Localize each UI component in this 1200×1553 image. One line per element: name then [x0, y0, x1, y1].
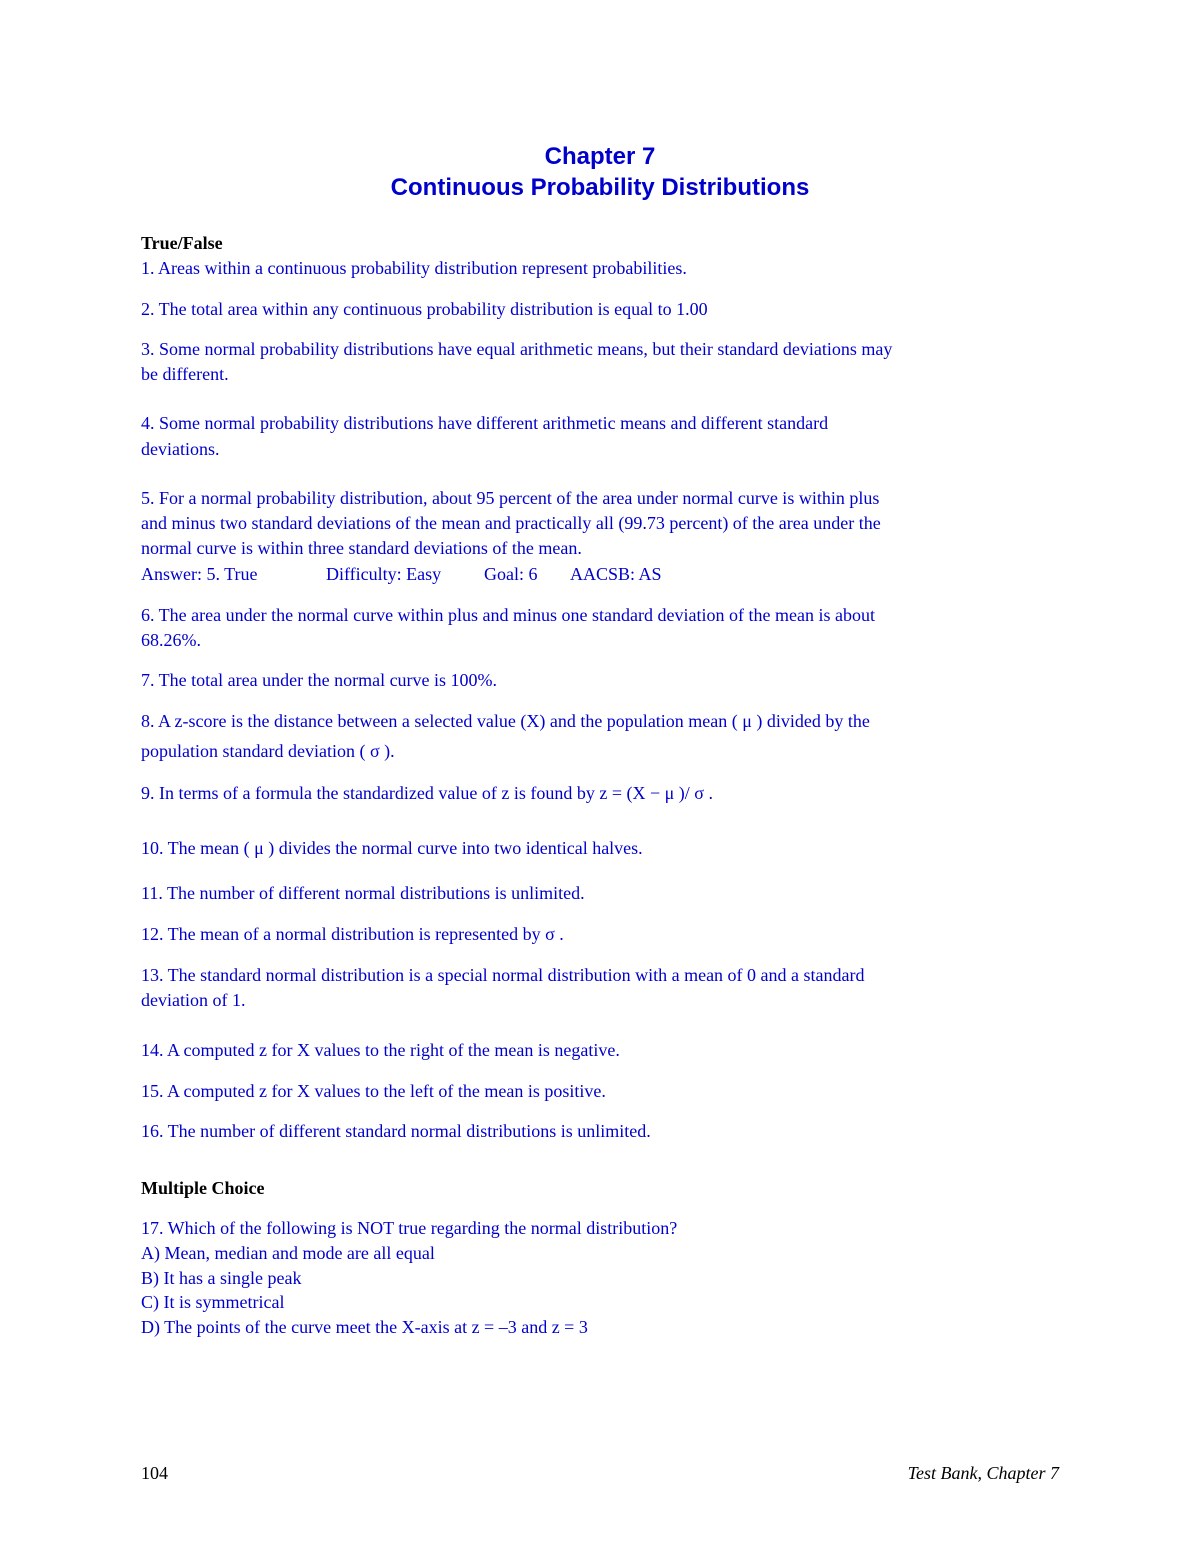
difficulty-value: Difficulty: Easy	[326, 564, 442, 584]
question-2: 2. The total area within any continuous probability distribution is equal to 1.00	[141, 299, 708, 319]
question-12: 12. The mean of a normal distribution is represented by σ .	[141, 924, 564, 944]
chapter-title: Chapter 7	[544, 143, 656, 170]
goal-value: Goal: 6	[484, 564, 538, 584]
question-11: 11. The number of different normal distributions is unlimited.	[141, 883, 585, 903]
question-9: 9. In terms of a formula the standardized value of z is found by z = (X − μ )/ σ .	[141, 783, 713, 803]
question-5-line-1: 5. For a normal probability distribution, about 95 percent of the area under normal curve is within plus	[141, 488, 880, 508]
question-1: 1. Areas within a continuous probability distribution represent probabilities.	[141, 258, 687, 278]
section-heading-true-false: True/False	[141, 233, 223, 253]
question-10: 10. The mean ( μ ) divides the normal curve into two identical halves.	[141, 838, 643, 858]
question-5-line-3: normal curve is within three standard deviations of the mean.	[141, 538, 582, 558]
option-a: A) Mean, median and mode are all equal	[141, 1243, 435, 1263]
answer-value: Answer: 5. True	[141, 564, 258, 584]
question-5-line-2: and minus two standard deviations of the mean and practically all (99.73 percent) of the area under the	[141, 513, 881, 533]
question-8-line-2: population standard deviation ( σ ).	[141, 741, 395, 761]
option-c: C) It is symmetrical	[141, 1292, 285, 1312]
question-6-line-2: 68.26%.	[141, 630, 201, 650]
question-13-line-2: deviation of 1.	[141, 990, 246, 1010]
question-17: 17. Which of the following is NOT true regarding the normal distribution?	[141, 1218, 678, 1238]
question-8-line-1: 8. A z-score is the distance between a selected value (X) and the population mean ( μ ) divided by the	[141, 711, 870, 731]
question-15: 15. A computed z for X values to the left of the mean is positive.	[141, 1081, 606, 1101]
question-4-line-2: deviations.	[141, 439, 220, 459]
aacsb-value: AACSB: AS	[570, 564, 662, 584]
option-b: B) It has a single peak	[141, 1268, 302, 1288]
section-heading-multiple-choice: Multiple Choice	[141, 1178, 265, 1198]
question-6-line-1: 6. The area under the normal curve within plus and minus one standard deviation of the mean is about	[141, 605, 875, 625]
running-title: Test Bank, Chapter 7	[907, 1463, 1059, 1483]
question-4-line-1: 4. Some normal probability distributions have different arithmetic means and different standard	[141, 413, 829, 433]
question-3-line-1: 3. Some normal probability distributions have equal arithmetic means, but their standard deviations may	[141, 339, 893, 359]
question-7: 7. The total area under the normal curve is 100%.	[141, 670, 498, 690]
question-3-line-2: be different.	[141, 364, 229, 384]
answer-key-row	[141, 562, 662, 586]
question-13-line-1: 13. The standard normal distribution is a special normal distribution with a mean of 0 and a standard	[141, 965, 865, 985]
option-d: D) The points of the curve meet the X-axis at z = –3 and z = 3	[141, 1317, 588, 1337]
page-number: 104	[141, 1463, 168, 1483]
question-14: 14. A computed z for X values to the right of the mean is negative.	[141, 1040, 620, 1060]
question-16: 16. The number of different standard normal distributions is unlimited.	[141, 1121, 651, 1141]
chapter-subtitle: Continuous Probability Distributions	[390, 174, 810, 201]
